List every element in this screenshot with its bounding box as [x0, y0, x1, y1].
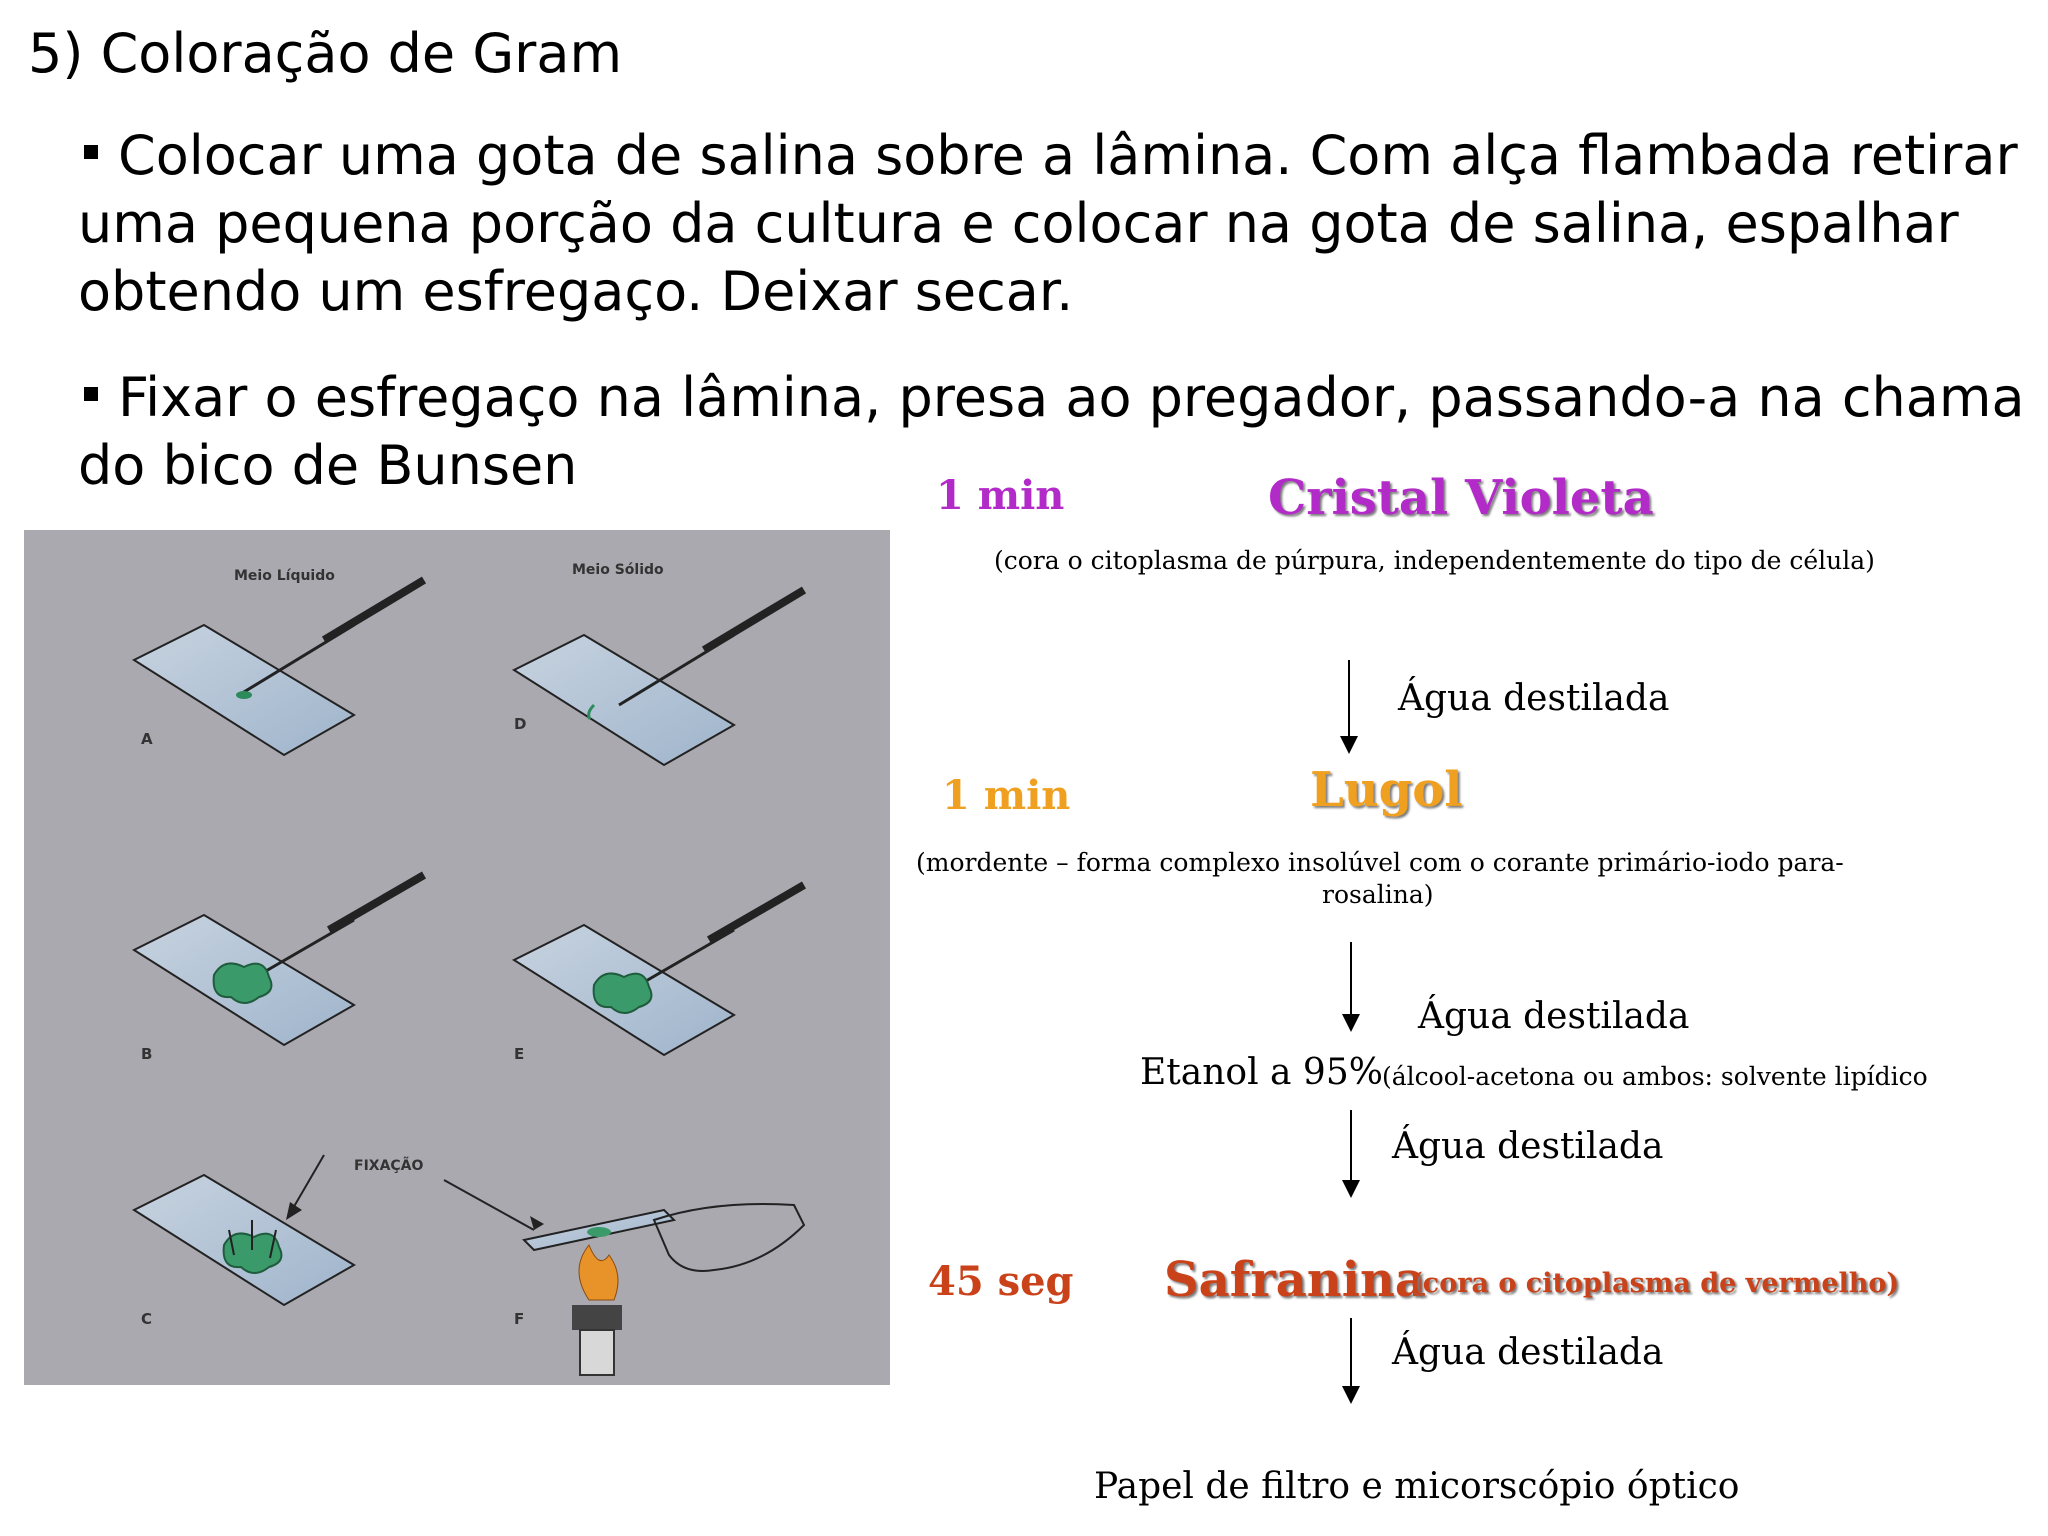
panel-letter-e: E: [514, 1045, 525, 1063]
label-liquid-medium: Meio Líquido: [234, 568, 335, 584]
panel-letter-c: C: [141, 1310, 153, 1328]
step1-time: 1 min: [936, 472, 1065, 519]
arrow-down-icon: [1350, 942, 1352, 1030]
label-solid-medium: Meio Sólido: [572, 562, 664, 578]
panel-letter-a: A: [141, 730, 153, 748]
step3-note: (álcool-acetona ou ambos: solvente lipídico: [1382, 1062, 1928, 1091]
slide-title: 5) Coloração de Gram: [28, 22, 623, 85]
bullet-text-1: Colocar uma gota de salina sobre a lâmina. Com alça flambada retirar uma pequena porção da cultura e colocar na gota de salina, espalhar obtendo um esfregaço. Deixar secar.: [78, 124, 2018, 323]
panel-letter-f: F: [514, 1310, 525, 1328]
bullet-square-icon: [84, 145, 98, 159]
label-fixation: FIXAÇÃO: [354, 1158, 424, 1174]
wash3-label: Água destilada: [1392, 1126, 1664, 1167]
bullet-square-icon: [84, 387, 98, 401]
arrow-down-icon: [1350, 1110, 1352, 1196]
slide-d: [514, 590, 804, 765]
gram-procedure-photo: [24, 530, 890, 1385]
step2-reagent: Lugol: [1310, 762, 1463, 818]
procedure-illustration: [24, 530, 890, 1385]
step4-note: (cora o citoplasma de vermelho): [1410, 1268, 1900, 1299]
step4-reagent: Safranina: [1164, 1252, 1426, 1308]
step2-time: 1 min: [942, 772, 1071, 819]
arrow-down-icon: [1350, 1318, 1352, 1402]
wash4-label: Água destilada: [1392, 1332, 1664, 1373]
bullet-text-2: Fixar o esfregaço na lâmina, presa ao pregador, passando-a na chama do bico de Bunsen: [78, 366, 2025, 497]
wash2-label: Água destilada: [1418, 996, 1690, 1037]
step4-time: 45 seg: [928, 1258, 1074, 1305]
slide-e: [514, 885, 804, 1055]
step1-note: (cora o citoplasma de púrpura, independentemente do tipo de célula): [994, 546, 1875, 575]
slide-f: [444, 1180, 804, 1375]
step2-note-line1: (mordente – forma complexo insolúvel com o corante primário-iodo para-: [916, 848, 1844, 877]
wash1-label: Água destilada: [1398, 678, 1670, 719]
step1-reagent: Cristal Violeta: [1268, 470, 1654, 526]
arrow-down-icon: [1348, 660, 1350, 752]
slide-b: [134, 875, 424, 1045]
step2-note-line2: rosalina): [1322, 880, 1434, 909]
panel-letter-d: D: [514, 715, 527, 733]
panel-letter-b: B: [141, 1045, 153, 1063]
step3-reagent: Etanol a 95%: [1140, 1052, 1383, 1093]
slide-a: [134, 580, 424, 755]
bullet-item-1: [78, 122, 2038, 326]
final-step-label: Papel de filtro e micorscópio óptico: [1094, 1466, 1740, 1507]
slide-c: [134, 1155, 354, 1305]
